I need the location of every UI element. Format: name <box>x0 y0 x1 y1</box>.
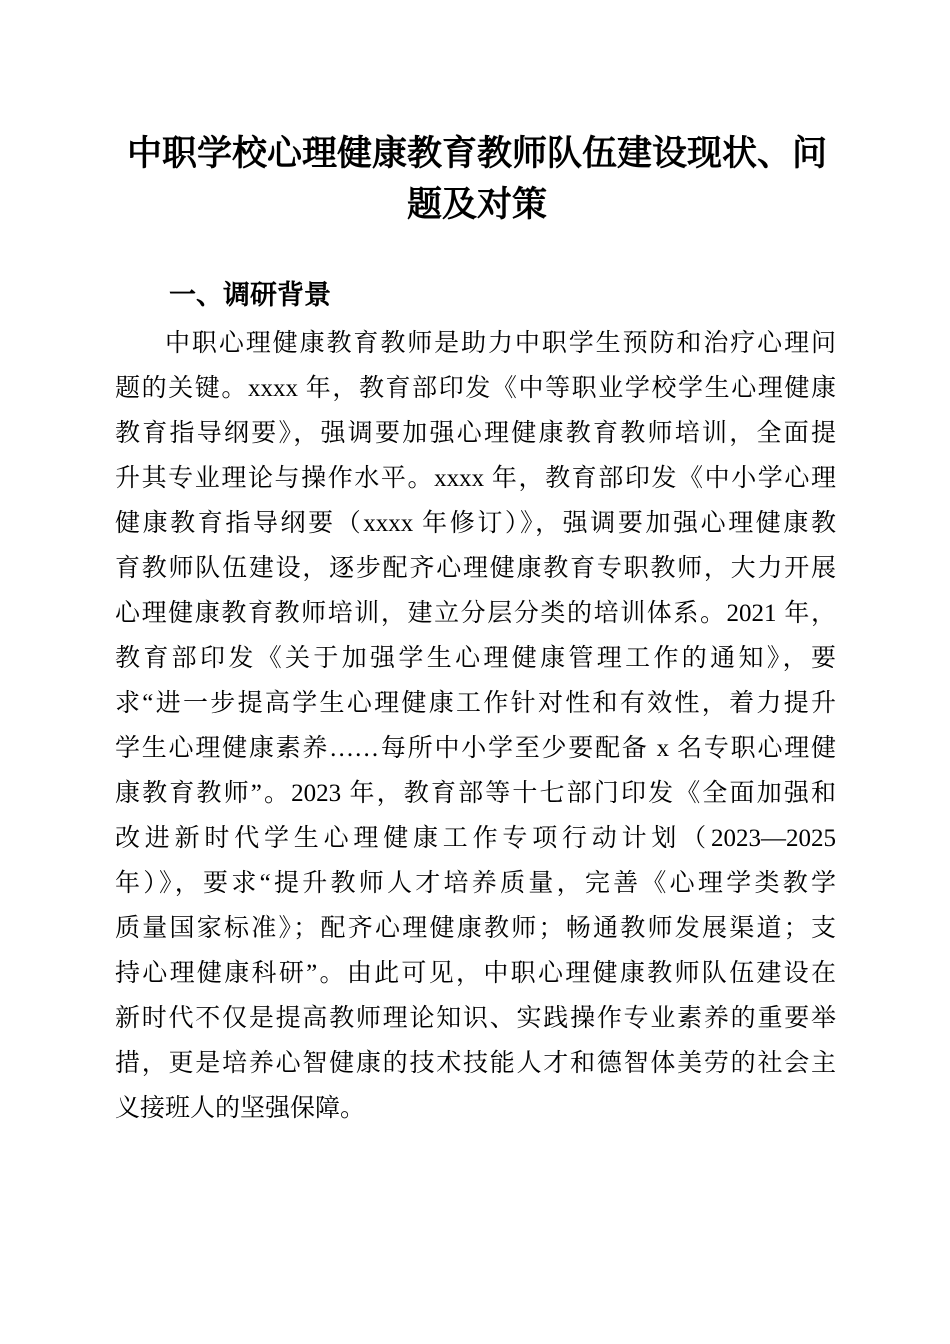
paragraph-line: 求“进一步提高学生心理健康工作针对性和有效性，着力提升 <box>115 690 836 717</box>
body-paragraph <box>115 321 836 1131</box>
paragraph-line: 义接班人的坚强保障。 <box>115 1095 366 1122</box>
paragraph-line: 质量国家标准》；配齐心理健康教师；畅通教师发展渠道；支 <box>115 915 836 942</box>
section-heading: 一、调研背景 <box>169 280 331 310</box>
paragraph-line: 年）》，要求“提升教师人才培养质量，完善《心理学类教学 <box>115 870 836 897</box>
paragraph-line: 措，更是培养心智健康的技术技能人才和德智体美劳的社会主 <box>115 1050 836 1077</box>
paragraph-line: 升其专业理论与操作水平。xxxx 年，教育部印发《中小学心理 <box>115 465 836 492</box>
paragraph-line: 中职心理健康教育教师是助力中职学生预防和治疗心理问 <box>165 330 836 357</box>
paragraph-line: 健康教育指导纲要（xxxx 年修订）》，强调要加强心理健康教 <box>115 510 836 537</box>
paragraph-line: 改进新时代学生心理健康工作专项行动计划（2023—2025 <box>115 825 836 852</box>
paragraph-line: 育教师队伍建设，逐步配齐心理健康教育专职教师，大力开展 <box>115 555 836 582</box>
paragraph-line: 学生心理健康素养……每所中小学至少要配备 x 名专职心理健 <box>115 735 836 762</box>
paragraph-line: 教育指导纲要》，强调要加强心理健康教育教师培训，全面提 <box>115 420 836 447</box>
paragraph-line: 新时代不仅是提高教师理论知识、实践操作专业素养的重要举 <box>115 1005 836 1032</box>
paragraph-line: 心理健康教育教师培训，建立分层分类的培训体系。2021 年， <box>115 600 836 627</box>
paragraph-line: 持心理健康科研”。由此可见，中职心理健康教师队伍建设在 <box>115 960 836 987</box>
paragraph-line: 题的关键。xxxx 年，教育部印发《中等职业学校学生心理健康 <box>115 375 836 402</box>
paragraph-line: 康教育教师”。2023 年，教育部等十七部门印发《全面加强和 <box>115 780 836 807</box>
paragraph-line: 教育部印发《关于加强学生心理健康管理工作的通知》，要 <box>115 645 836 672</box>
document-title: 中职学校心理健康教育教师队伍建设现状、问题及对策 <box>126 134 827 224</box>
